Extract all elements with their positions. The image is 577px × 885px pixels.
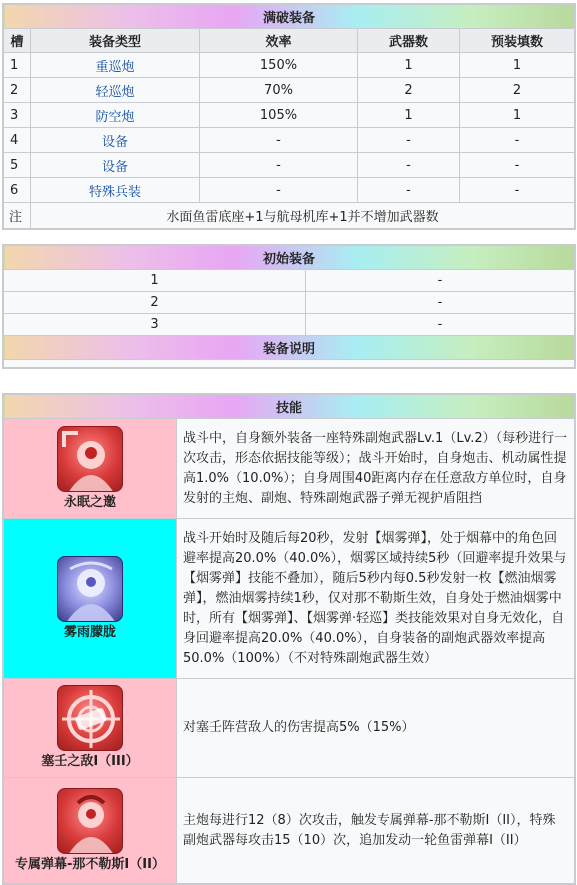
preload-count: 2 [460, 78, 575, 103]
equipment-title: 满破装备 [4, 5, 575, 29]
skill-name: 永眠之邀 [63, 494, 116, 510]
col-efficiency: 效率 [200, 29, 358, 53]
initial-title: 初始装备 [4, 246, 575, 270]
initial-equipment-table [2, 244, 576, 369]
efficiency: - [200, 153, 358, 178]
table-row [4, 270, 575, 292]
efficiency: 150% [200, 53, 358, 78]
skill-row [4, 419, 575, 519]
equip-type-link[interactable]: 设备 [31, 153, 200, 178]
equipment-desc-body [4, 360, 575, 368]
slot-number: 6 [4, 178, 31, 203]
preload-count: - [460, 153, 575, 178]
equip-type-link[interactable]: 特殊兵装 [31, 178, 200, 203]
equipment-desc-title: 装备说明 [4, 336, 575, 360]
skill-cell [4, 778, 177, 884]
slot-number: 2 [4, 78, 31, 103]
skill-description: 主炮每进行12（8）次攻击，触发专属弹幕-那不勒斯I（II），特殊副炮武器每攻击15（10）次，追加发动一轮鱼雷弹幕I（II） [177, 778, 575, 884]
skill-name: 专属弹幕-那不勒斯I（II） [15, 856, 165, 872]
equip-type-link[interactable]: 防空炮 [31, 103, 200, 128]
note-text: 水面鱼雷底座+1与航母机库+1并不增加武器数 [31, 203, 575, 229]
table-row [4, 103, 575, 128]
table-row [4, 153, 575, 178]
weapon-count: 1 [358, 53, 460, 78]
skill-cell [4, 519, 177, 679]
init-slot: 1 [4, 270, 306, 292]
slot-number: 3 [4, 103, 31, 128]
skill-description: 对塞壬阵营敌人的伤害提高5%（15%） [177, 679, 575, 778]
table-row [4, 128, 575, 153]
init-slot: 3 [4, 314, 306, 336]
init-slot: 2 [4, 292, 306, 314]
table-row [4, 53, 575, 78]
efficiency: 105% [200, 103, 358, 128]
skill-icon [57, 788, 123, 854]
note-row [4, 203, 575, 229]
skill-cell [4, 419, 177, 519]
slot-number: 4 [4, 128, 31, 153]
skill-row [4, 778, 575, 884]
equip-type-link[interactable]: 轻巡炮 [31, 78, 200, 103]
skill-icon [57, 556, 123, 622]
init-value: - [306, 270, 575, 292]
preload-count: - [460, 128, 575, 153]
table-row [4, 78, 575, 103]
weapon-count: 1 [358, 103, 460, 128]
skill-cell [4, 679, 177, 778]
weapon-count: - [358, 128, 460, 153]
skills-table [2, 393, 576, 885]
note-label: 注 [4, 203, 31, 229]
col-type: 装备类型 [31, 29, 200, 53]
init-value: - [306, 314, 575, 336]
skill-icon [57, 685, 123, 751]
skill-description: 战斗开始时及随后每20秒，发射【烟雾弹】，处于烟幕中的角色回避率提高20.0%（40.0%），烟雾区域持续5秒（回避率提升效果与【烟雾弹】技能不叠加），随后5秒内每0.5秒发射一枚【燃油烟雾弹】，燃油烟雾持续1秒，仅对那不勒斯生效，自身处于燃油烟雾中时，所有【烟雾弹】、【烟雾弹·轻巡】类技能效果对自身无效化，自身回避率提高20.0%（40.0%），自身装备的副炮武器效率提高50.0%（100%）（不对特殊副炮武器生效） [177, 519, 575, 679]
efficiency: 70% [200, 78, 358, 103]
preload-count: 1 [460, 53, 575, 78]
col-weapons: 武器数 [358, 29, 460, 53]
efficiency: - [200, 128, 358, 153]
slot-number: 5 [4, 153, 31, 178]
init-value: - [306, 292, 575, 314]
col-preload: 预装填数 [460, 29, 575, 53]
skill-row [4, 519, 575, 679]
skill-name: 塞壬之敌I（III） [41, 754, 139, 769]
slot-number: 1 [4, 53, 31, 78]
skill-icon [57, 426, 123, 492]
skill-name: 雾雨朦胧 [63, 624, 116, 640]
skill-row [4, 679, 575, 778]
col-slot: 槽 [4, 29, 31, 53]
equip-type-link[interactable]: 重巡炮 [31, 53, 200, 78]
weapon-count: 2 [358, 78, 460, 103]
efficiency: - [200, 178, 358, 203]
equip-type-link[interactable]: 设备 [31, 128, 200, 153]
skill-description: 战斗中，自身额外装备一座特殊副炮武器Lv.1（Lv.2）（每秒进行一次攻击，形态依据技能等级）；战斗开始时，自身炮击、机动属性提高1.0%（10.0%）；自身周围40距离内存在任意敌方单位时，自身发射的主炮、副炮、特殊副炮武器子弹无视护盾阻挡 [177, 419, 575, 519]
preload-count: - [460, 178, 575, 203]
skills-title: 技能 [4, 395, 575, 419]
equipment-table [2, 3, 576, 230]
table-row [4, 292, 575, 314]
weapon-count: - [358, 153, 460, 178]
weapon-count: - [358, 178, 460, 203]
preload-count: 1 [460, 103, 575, 128]
table-row [4, 178, 575, 203]
table-row [4, 314, 575, 336]
